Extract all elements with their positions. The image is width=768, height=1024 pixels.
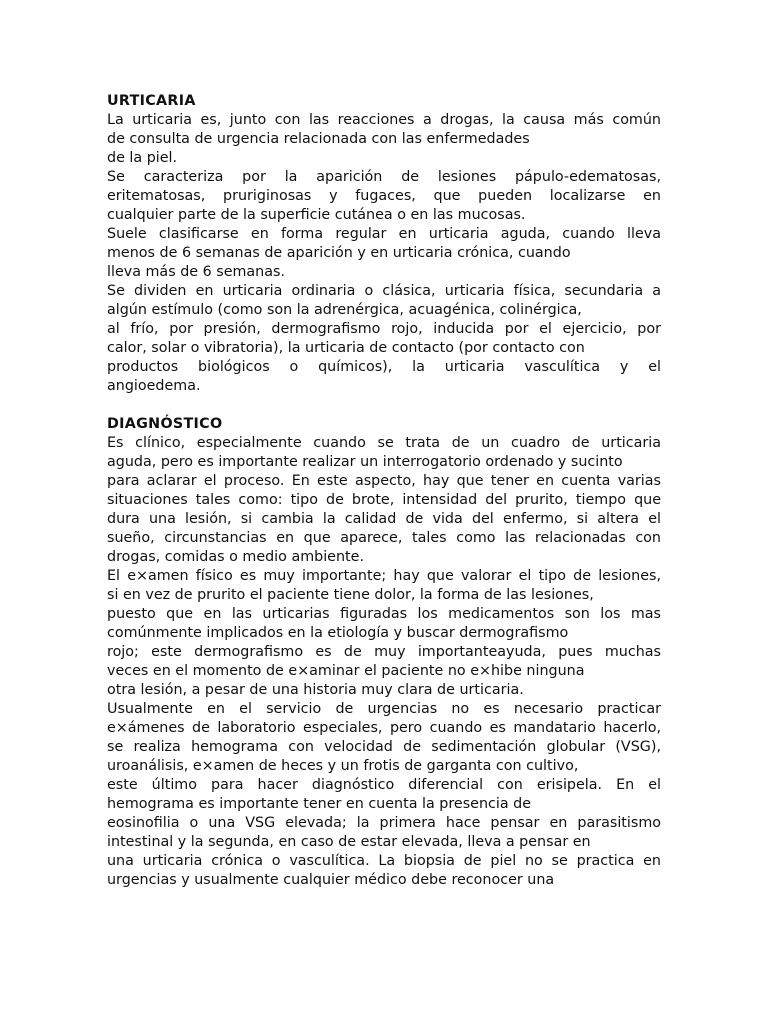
text-line: aguda, pero es importante realizar un interrogatorio ordenado y sucinto: [107, 454, 623, 470]
section-heading: URTICARIA: [107, 93, 196, 109]
text-line: Es clínico, especialmente cuando se trata de un cuadro de urticaria: [107, 435, 661, 451]
text-line: dura una lesión, si cambia la calidad de vida del enfermo, si altera el: [107, 511, 661, 527]
text-line: hemograma es importante tener en cuenta la presencia de: [107, 796, 532, 812]
text-line: veces en el momento de e×aminar el paciente no e×hibe ninguna: [107, 663, 585, 679]
text-line: situaciones tales como: tipo de brote, intensidad del prurito, tiempo que: [107, 492, 661, 508]
text-line: urgencias y usualmente cualquier médico debe reconocer una: [107, 872, 555, 888]
text-line: de la piel.: [107, 150, 178, 166]
text-line: rojo; este dermografismo es de muy importanteayuda, pues muchas: [107, 644, 661, 660]
text-line: menos de 6 semanas de aparición y en urticaria crónica, cuando: [107, 245, 571, 261]
text-line: una urticaria crónica o vasculítica. La biopsia de piel no se practica en: [107, 853, 661, 869]
text-line: eosinofilia o una VSG elevada; la primera hace pensar en parasitismo: [107, 815, 661, 831]
text-line: cualquier parte de la superficie cutánea o en las mucosas.: [107, 207, 526, 223]
text-line: e×ámenes de laboratorio especiales, pero cuando es mandatario hacerlo,: [107, 720, 661, 736]
section-body: [107, 111, 661, 396]
section-gap: [107, 396, 661, 415]
section-body: [107, 434, 661, 890]
text-line: al frío, por presión, dermografismo rojo, inducida por el ejercicio, por: [107, 321, 661, 337]
text-line: Se dividen en urticaria ordinaria o clásica, urticaria física, secundaria a: [107, 283, 661, 299]
section-heading: DIAGNÓSTICO: [107, 416, 223, 432]
text-line: La urticaria es, junto con las reacciones a drogas, la causa más común: [107, 112, 661, 128]
text-line: otra lesión, a pesar de una historia muy clara de urticaria.: [107, 682, 524, 698]
text-line: drogas, comidas o medio ambiente.: [107, 549, 364, 565]
section-diagnostico: [107, 415, 661, 890]
text-line: Suele clasificarse en forma regular en urticaria aguda, cuando lleva: [107, 226, 661, 242]
text-line: este último para hacer diagnóstico diferencial con erisipela. En el: [107, 777, 661, 793]
text-line: sueño, circunstancias en que aparece, tales como las relacionadas con: [107, 530, 661, 546]
text-line: intestinal y la segunda, en caso de estar elevada, lleva a pensar en: [107, 834, 591, 850]
text-line: se realiza hemograma con velocidad de sedimentación globular (VSG),: [107, 739, 661, 755]
text-line: productos biológicos o químicos), la urticaria vasculítica y el: [107, 359, 661, 375]
text-line: lleva más de 6 semanas.: [107, 264, 285, 280]
document-page: [107, 92, 661, 890]
text-line: para aclarar el proceso. En este aspecto, hay que tener en cuenta varias: [107, 473, 661, 489]
text-line: eritematosas, pruriginosas y fugaces, que pueden localizarse en: [107, 188, 661, 204]
text-line: uroanálisis, e×amen de heces y un frotis de garganta con cultivo,: [107, 758, 579, 774]
text-line: Se caracteriza por la aparición de lesiones pápulo-edematosas,: [107, 169, 661, 185]
text-line: algún estímulo (como son la adrenérgica, acuagénica, colinérgica,: [107, 302, 582, 318]
text-line: si en vez de prurito el paciente tiene dolor, la forma de las lesiones,: [107, 587, 594, 603]
text-line: comúnmente implicados en la etiología y buscar dermografismo: [107, 625, 569, 641]
text-line: angioedema.: [107, 378, 201, 394]
text-line: de consulta de urgencia relacionada con las enfermedades: [107, 131, 530, 147]
text-line: Usualmente en el servicio de urgencias no es necesario practicar: [107, 701, 661, 717]
text-line: puesto que en las urticarias figuradas los medicamentos son los mas: [107, 606, 661, 622]
text-line: El e×amen físico es muy importante; hay que valorar el tipo de lesiones,: [107, 568, 661, 584]
text-line: calor, solar o vibratoria), la urticaria de contacto (por contacto con: [107, 340, 585, 356]
section-urticaria: [107, 92, 661, 396]
